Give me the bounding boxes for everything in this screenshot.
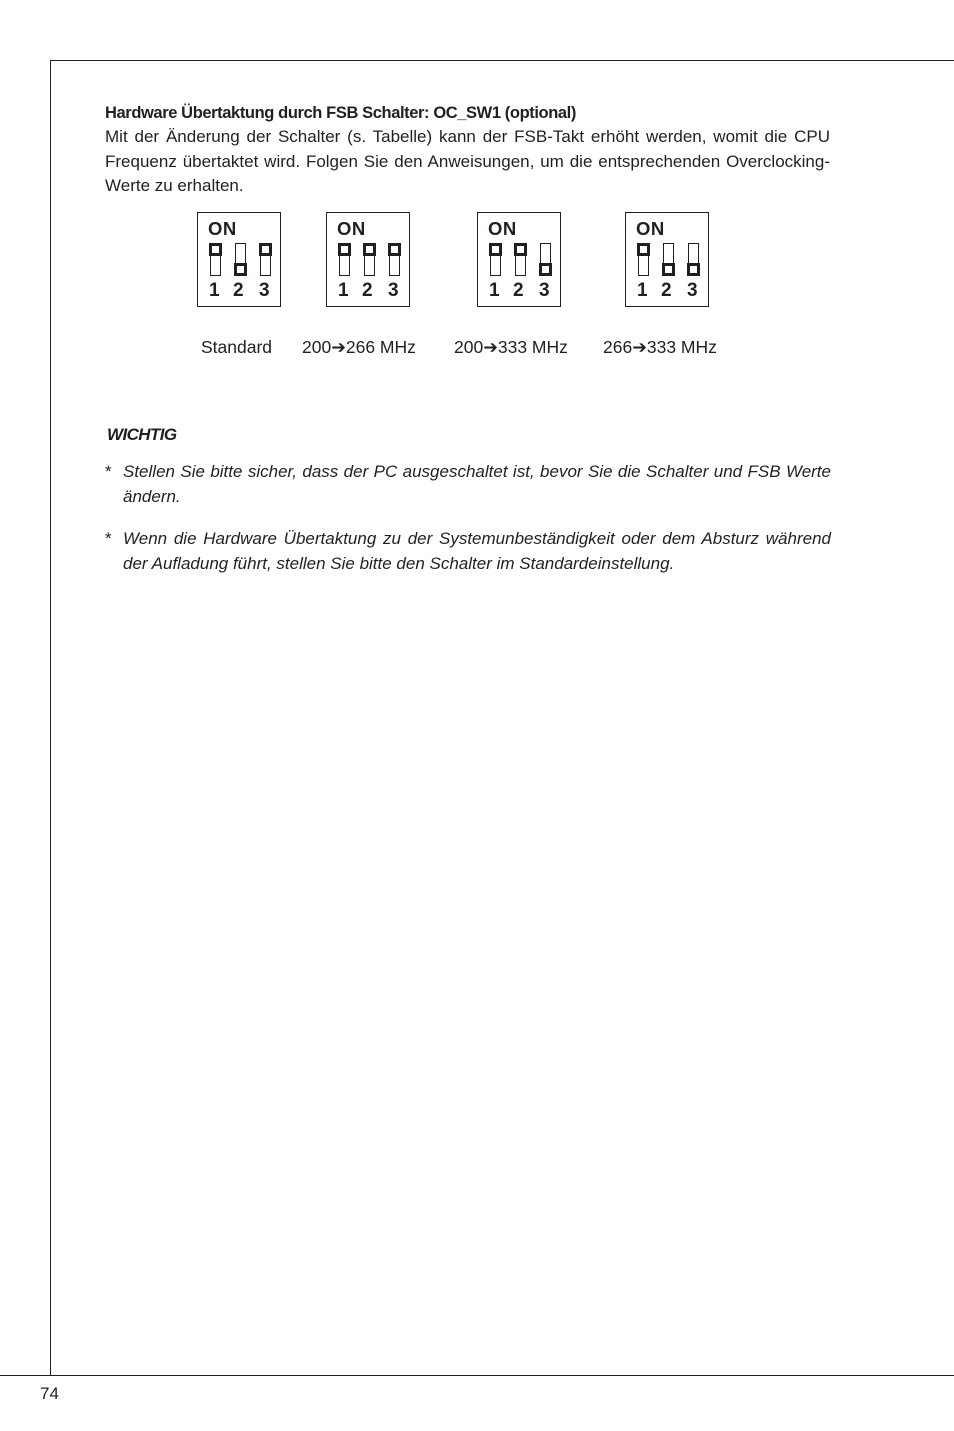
- switch-on-label: ON: [636, 218, 665, 239]
- switch-knob-3: [687, 263, 700, 276]
- switch-knob-2: [363, 243, 376, 256]
- switch-slot-2: [235, 243, 246, 276]
- caption-200-333: 200➔333 MHz: [454, 337, 568, 357]
- section-intro: [105, 101, 830, 199]
- section-heading: Hardware Übertaktung durch FSB Schalter: OC_SW1 (optional): [105, 104, 576, 122]
- dip-switch-diagrams: [197, 212, 757, 312]
- dip-switch-200-333: [477, 212, 561, 307]
- warning-title: WICHTIG: [107, 425, 177, 444]
- intro-paragraph: Mit der Änderung der Schalter (s. Tabelle) kann der FSB-Takt erhöht werden, womit die CPU Frequenz übertaktet wird. Folgen Sie den Anweisungen, um die entsprechenden Overclocking-Werte zu erhalten.: [105, 127, 830, 195]
- warning-note-1: [105, 460, 831, 509]
- switch-knob-3: [388, 243, 401, 256]
- switch-number-2: 2: [513, 280, 524, 301]
- switch-number-1: 1: [489, 280, 500, 301]
- switch-knob-1: [209, 243, 222, 256]
- switch-on-label: ON: [337, 218, 366, 239]
- switch-number-2: 2: [233, 280, 244, 301]
- switch-slot-2: [515, 243, 526, 276]
- note-text: Stellen Sie bitte sicher, dass der PC ausgeschaltet ist, bevor Sie die Schalter und FSB Werte ändern.: [123, 462, 831, 506]
- switch-number-2: 2: [362, 280, 373, 301]
- switch-knob-3: [539, 263, 552, 276]
- note-text: Wenn die Hardware Übertaktung zu der Systemunbeständigkeit oder dem Absturz während der Aufladung führt, stellen Sie bitte den Schalter im Standardeinstellung.: [123, 529, 831, 573]
- switch-on-label: ON: [208, 218, 237, 239]
- warning-note-2: [105, 527, 831, 576]
- switch-number-3: 3: [259, 280, 270, 301]
- switch-number-3: 3: [388, 280, 399, 301]
- switch-captions: [0, 337, 954, 361]
- switch-slot-3: [260, 243, 271, 276]
- switch-knob-2: [662, 263, 675, 276]
- switch-slot-1: [638, 243, 649, 276]
- switch-slot-2: [364, 243, 375, 276]
- switch-knob-3: [259, 243, 272, 256]
- switch-number-1: 1: [338, 280, 349, 301]
- switch-slot-3: [540, 243, 551, 276]
- page-frame-bottom: [0, 1375, 954, 1376]
- switch-slot-3: [389, 243, 400, 276]
- switch-number-3: 3: [687, 280, 698, 301]
- page-frame-top: [50, 60, 954, 61]
- switch-slot-3: [688, 243, 699, 276]
- dip-switch-standard: [197, 212, 281, 307]
- page-number: 74: [40, 1384, 59, 1403]
- switch-number-1: 1: [209, 280, 220, 301]
- switch-knob-1: [489, 243, 502, 256]
- caption-266-333: 266➔333 MHz: [603, 337, 717, 357]
- caption-200-266: 200➔266 MHz: [302, 337, 416, 357]
- caption-standard: Standard: [201, 337, 273, 357]
- switch-knob-1: [338, 243, 351, 256]
- switch-slot-1: [210, 243, 221, 276]
- dip-switch-266-333: [625, 212, 709, 307]
- switch-slot-2: [663, 243, 674, 276]
- page-frame-left: [50, 60, 51, 1375]
- switch-knob-1: [637, 243, 650, 256]
- switch-number-1: 1: [637, 280, 648, 301]
- note-bullet: *: [105, 529, 112, 548]
- switch-number-2: 2: [661, 280, 672, 301]
- dip-switch-200-266: [326, 212, 410, 307]
- switch-on-label: ON: [488, 218, 517, 239]
- note-bullet: *: [105, 462, 112, 481]
- switch-number-3: 3: [539, 280, 550, 301]
- switch-slot-1: [339, 243, 350, 276]
- switch-slot-1: [490, 243, 501, 276]
- switch-knob-2: [514, 243, 527, 256]
- switch-knob-2: [234, 263, 247, 276]
